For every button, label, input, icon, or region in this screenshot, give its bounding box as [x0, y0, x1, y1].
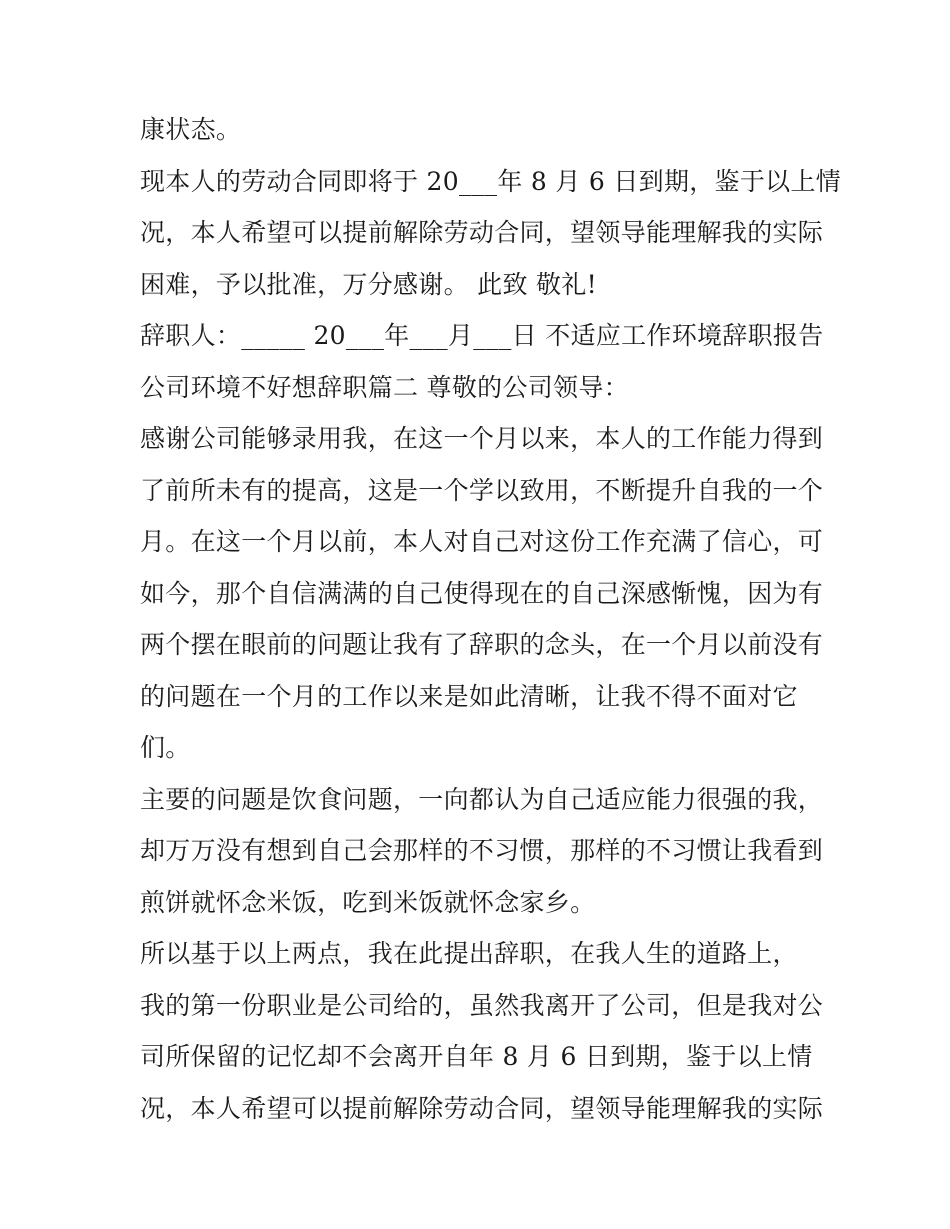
text-line: 我的第一份职业是公司给的，虽然我离开了公司，但是我对公: [140, 990, 824, 1020]
text-line: 辞职人：_____ 20___年___月___日 不适应工作环境辞职报告: [140, 321, 824, 350]
text-line: 主要的问题是饮食问题，一向都认为自己适应能力很强的我，: [140, 784, 824, 814]
text-line: 感谢公司能够录用我，在这一个月以来，本人的工作能力得到: [140, 424, 824, 453]
text-line: 煎饼就怀念米饭，吃到米饭就怀念家乡。: [140, 887, 596, 917]
text-line: 了前所未有的提高，这是一个学以致用，不断提升自我的一个: [140, 475, 824, 505]
text-line: 司所保留的记忆却不会离开自年 8 月 6 日到期，鉴于以上情: [140, 1042, 813, 1071]
text-line: 公司环境不好想辞职篇二 尊敬的公司领导：: [140, 372, 629, 402]
text-line: 月。在这一个月以前，本人对自己对这份工作充满了信心，可: [140, 527, 824, 556]
text-line: 现本人的劳动合同即将于 20___年 8 月 6 日到期，鉴于以上情: [140, 166, 842, 196]
text-line: 如今，那个自信满满的自己使得现在的自己深感惭愧，因为有: [140, 578, 824, 608]
document-body: [140, 104, 842, 1134]
text-line: 的问题在一个月的工作以来是如此清晰，让我不得不面对它: [140, 681, 798, 711]
text-line: 康状态。: [140, 115, 242, 144]
text-line: 况，本人希望可以提前解除劳动合同，望领导能理解我的实际: [140, 1093, 824, 1123]
text-line: 况，本人希望可以提前解除劳动合同，望领导能理解我的实际: [140, 218, 824, 247]
text-line: 们。: [140, 733, 191, 762]
text-line: 所以基于以上两点，我在此提出辞职，在我人生的道路上，: [140, 939, 798, 968]
text-line: 两个摆在眼前的问题让我有了辞职的念头，在一个月以前没有: [140, 630, 824, 659]
text-line: 却万万没有想到自己会那样的不习惯，那样的不习惯让我看到: [140, 836, 824, 865]
text-line: 困难，予以批准，万分感谢。 此致 敬礼!: [140, 269, 597, 299]
